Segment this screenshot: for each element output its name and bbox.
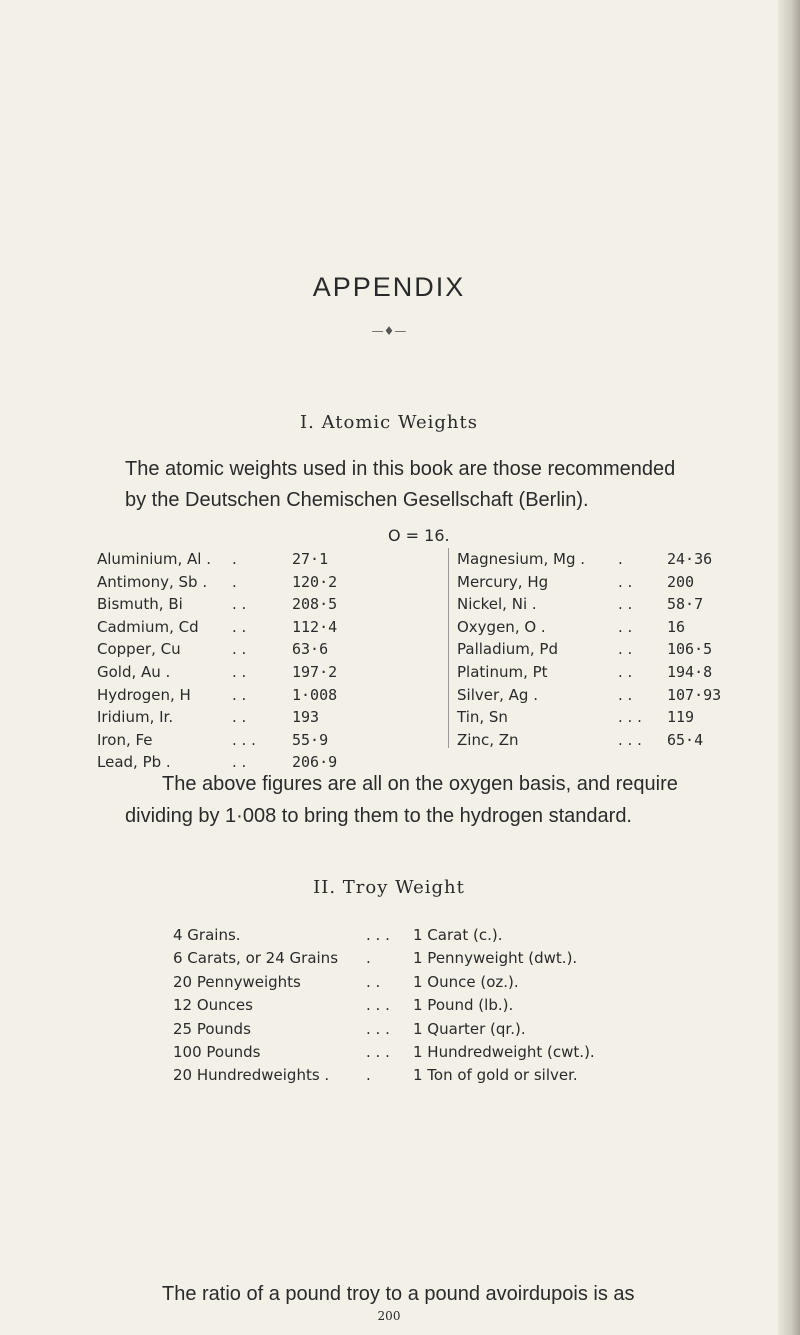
leader-dots: . xyxy=(232,550,237,568)
page-title: APPENDIX xyxy=(312,272,466,302)
note-line-1: The above figures are all on the oxygen basis, and require xyxy=(162,773,678,795)
element-name: Bismuth, Bi xyxy=(97,595,183,614)
atomic-weight-value: 24·36 xyxy=(667,550,713,568)
section-heading-atomic-weights: I. Atomic Weights xyxy=(300,412,478,433)
leader-dots: . . xyxy=(618,572,633,591)
atomic-weight-value: 27·1 xyxy=(292,550,329,568)
atomic-weight-value: 63·6 xyxy=(292,640,329,659)
leader-dots: . . xyxy=(366,972,381,991)
note-line-2: dividing by 1·008 to bring them to the hydrogen standard. xyxy=(125,805,632,827)
element-name: Magnesium, Mg . xyxy=(457,550,586,568)
atomic-weight-value: 107·93 xyxy=(667,685,722,704)
atomic-weight-value: 120·2 xyxy=(292,572,338,591)
leader-dots: . . . xyxy=(366,1043,390,1061)
atomic-weight-value: 16 xyxy=(667,617,686,636)
intro-line-2: by the Deutschen Chemischen Gesellschaft (Berlin). xyxy=(125,489,589,511)
troy-unit-right: 1 Ton of gold or silver. xyxy=(413,1066,578,1085)
troy-unit-left: 25 Pounds xyxy=(173,1019,251,1038)
element-name: Zinc, Zn xyxy=(457,730,519,749)
element-name: Platinum, Pt xyxy=(457,663,548,681)
atomic-weight-value: 206·9 xyxy=(292,753,338,772)
element-name: Oxygen, O . xyxy=(457,617,546,636)
troy-unit-left: 4 Grains. xyxy=(173,926,241,944)
leader-dots: . . xyxy=(618,595,633,614)
leader-dots: . xyxy=(366,1066,371,1085)
leader-dots: . xyxy=(232,572,237,591)
element-name: Silver, Ag . xyxy=(457,685,538,704)
troy-unit-left: 12 Ounces xyxy=(173,996,253,1015)
troy-unit-left: 20 Hundredweights . xyxy=(173,1066,330,1085)
leader-dots: . . xyxy=(232,617,247,636)
element-name: Iron, Fe xyxy=(97,730,153,749)
element-name: Aluminium, Al . xyxy=(97,550,212,568)
leader-dots: . . xyxy=(618,617,633,636)
element-name: Antimony, Sb . xyxy=(97,572,208,591)
section-heading-troy-weight: II. Troy Weight xyxy=(313,877,465,898)
troy-unit-right: 1 Pound (lb.). xyxy=(413,996,514,1015)
troy-unit-right: 1 Pennyweight (dwt.). xyxy=(413,949,578,968)
column-divider xyxy=(448,548,449,748)
leader-dots: . . . xyxy=(618,708,642,727)
leader-dots: . xyxy=(366,949,371,968)
atomic-weight-value: 208·5 xyxy=(292,595,338,614)
leader-dots: . . . xyxy=(366,996,390,1015)
page-edge-shadow xyxy=(778,0,800,1335)
troy-unit-left: 20 Pennyweights xyxy=(173,972,301,991)
element-name: Nickel, Ni . xyxy=(457,595,537,614)
atomic-weight-value: 119 xyxy=(667,708,695,727)
atomic-weight-value: 197·2 xyxy=(292,663,338,681)
atomic-weight-value: 200 xyxy=(667,572,695,591)
leader-dots: . . . xyxy=(232,730,256,749)
leader-dots: . . xyxy=(232,708,247,727)
troy-unit-right: 1 Hundredweight (cwt.). xyxy=(413,1043,595,1061)
element-name: Iridium, Ir. xyxy=(97,708,174,727)
atomic-weight-value: 193 xyxy=(292,708,320,727)
element-name: Hydrogen, H xyxy=(97,685,191,704)
element-name: Cadmium, Cd xyxy=(97,617,199,636)
leader-dots: . . xyxy=(232,753,247,772)
troy-unit-right: 1 Ounce (oz.). xyxy=(413,972,519,991)
element-name: Gold, Au . xyxy=(97,663,171,681)
element-name: Lead, Pb . xyxy=(97,753,171,772)
closing-line: The ratio of a pound troy to a pound avoirdupois is as xyxy=(162,1283,635,1305)
atomic-weight-value: 58·7 xyxy=(667,595,704,614)
intro-line-1: The atomic weights used in this book are those recommended xyxy=(125,458,676,480)
element-name: Mercury, Hg xyxy=(457,572,549,591)
leader-dots: . . xyxy=(232,663,247,681)
atomic-weight-value: 194·8 xyxy=(667,663,713,681)
ornament-divider: —♦— xyxy=(371,324,407,338)
atomic-weight-value: 106·5 xyxy=(667,640,713,659)
leader-dots: . xyxy=(618,550,623,568)
leader-dots: . . xyxy=(232,595,247,614)
basis-label: O = 16. xyxy=(388,526,450,545)
element-name: Palladium, Pd xyxy=(457,640,559,659)
element-name: Tin, Sn xyxy=(457,708,508,727)
leader-dots: . . . xyxy=(618,730,642,749)
atomic-weight-value: 1·008 xyxy=(292,685,338,704)
leader-dots: . . xyxy=(232,685,247,704)
leader-dots: . . xyxy=(618,685,633,704)
atomic-weight-value: 65·4 xyxy=(667,730,704,749)
leader-dots: . . xyxy=(618,640,633,659)
troy-unit-left: 6 Carats, or 24 Grains xyxy=(173,949,339,968)
element-name: Copper, Cu xyxy=(97,640,181,659)
atomic-weight-value: 55·9 xyxy=(292,730,329,749)
leader-dots: . . xyxy=(618,663,633,681)
troy-unit-left: 100 Pounds xyxy=(173,1043,261,1061)
atomic-weight-value: 112·4 xyxy=(292,617,338,636)
leader-dots: . . xyxy=(232,640,247,659)
troy-unit-right: 1 Carat (c.). xyxy=(413,926,503,944)
leader-dots: . . . xyxy=(366,926,390,944)
leader-dots: . . . xyxy=(366,1019,390,1038)
page-number: 200 xyxy=(377,1309,401,1323)
troy-unit-right: 1 Quarter (qr.). xyxy=(413,1019,526,1038)
